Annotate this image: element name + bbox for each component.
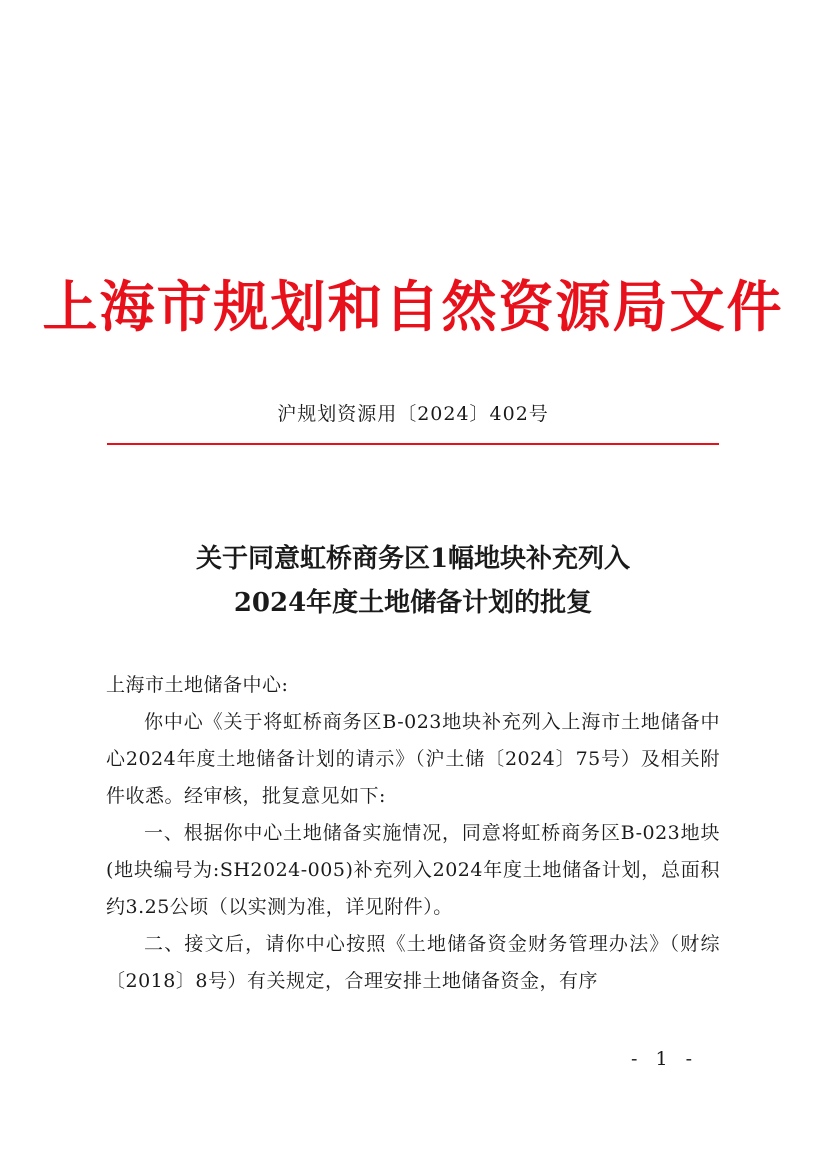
body-paragraph-1: 你中心《关于将虹桥商务区B-023地块补充列入上海市土地储备中心2024年度土地储备计划的请示》（沪土储〔2024〕75号）及相关附件收悉。经审核，批复意见如下: xyxy=(106,711,720,807)
title-line-1: 关于同意虹桥商务区1幅地块补充列入 xyxy=(195,544,631,574)
page-number: - 1 - xyxy=(630,1048,698,1070)
addressee: 上海市土地储备中心: xyxy=(106,674,289,696)
issuer-header: 上海市规划和自然资源局文件 xyxy=(42,274,784,339)
document-body xyxy=(106,667,720,1000)
document-number: 沪规划资源用〔2024〕402号 xyxy=(277,403,549,425)
document-title xyxy=(0,537,826,625)
body-paragraph-2: 一、根据你中心土地储备实施情况，同意将虹桥商务区B-023地块(地块编号为:SH2024-005)补充列入2024年度土地储备计划，总面积约3.25公顷（以实测为准，详见附件）。 xyxy=(106,822,720,918)
title-line-2: 2024年度土地储备计划的批复 xyxy=(233,588,593,618)
red-divider xyxy=(107,443,719,445)
body-paragraph-3: 二、接文后，请你中心按照《土地储备资金财务管理办法》（财综〔2018〕8号）有关规定，合理安排土地储备资金，有序 xyxy=(106,933,720,992)
